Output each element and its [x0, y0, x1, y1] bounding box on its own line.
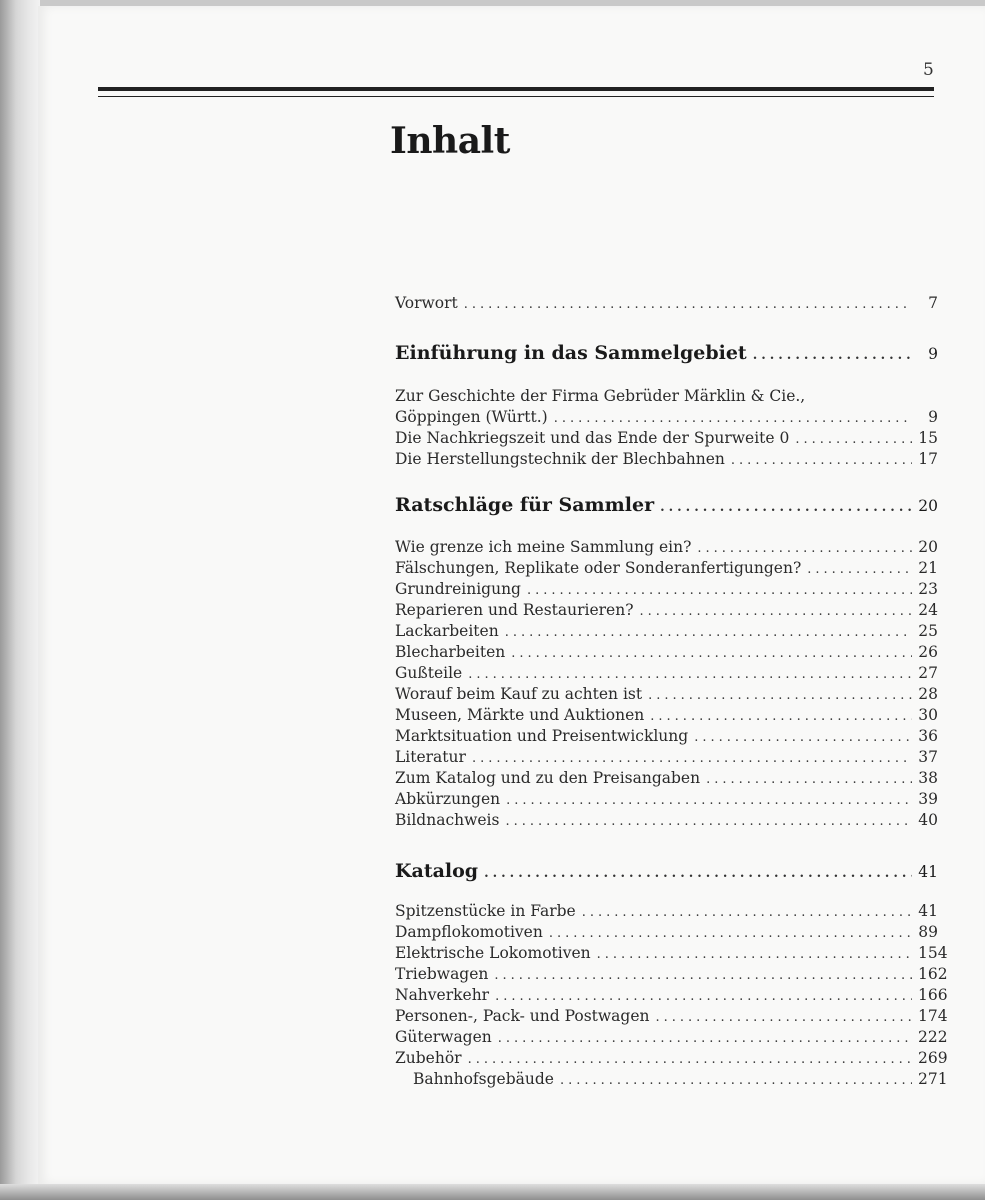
- toc-entry-label: Grundreinigung: [395, 580, 521, 598]
- toc-entry-label: Literatur: [395, 748, 466, 766]
- toc-entry-label: Zubehör: [395, 1049, 462, 1067]
- toc-entry-page: 23: [918, 580, 938, 598]
- toc-entry-page: 154: [918, 944, 948, 962]
- toc-entry[interactable]: [395, 984, 948, 1006]
- toc-entry-page: 162: [918, 965, 948, 983]
- toc-entry[interactable]: [395, 767, 938, 789]
- toc-section-katalog[interactable]: [395, 858, 938, 884]
- toc-entry-label: Die Nachkriegszeit und das Ende der Spurweite 0: [395, 429, 790, 447]
- toc-entry[interactable]: [395, 900, 938, 922]
- toc-entry-page: 174: [918, 1007, 948, 1025]
- toc-entry-label: Marktsituation und Preisentwicklung: [395, 727, 689, 745]
- page-number: 5: [923, 60, 934, 80]
- toc-entry-label: Blecharbeiten: [395, 643, 506, 661]
- toc-entry[interactable]: [395, 683, 938, 705]
- toc-entry-page: 9: [928, 408, 938, 426]
- toc-entry-label: Bildnachweis: [395, 811, 500, 829]
- toc-entry[interactable]: [395, 809, 938, 831]
- toc-entry-page: 17: [918, 450, 938, 468]
- toc-section-label: Ratschläge für Sammler: [395, 494, 655, 516]
- toc-entry-label: Die Herstellungstechnik der Blechbahnen: [395, 450, 725, 468]
- toc-entry-label: Spitzenstücke in Farbe: [395, 902, 576, 920]
- toc-entry[interactable]: [395, 921, 938, 943]
- toc-entry-herstellungstechnik[interactable]: [395, 448, 938, 470]
- dot-leader: [484, 861, 912, 887]
- toc-entry-label: Reparieren und Restaurieren?: [395, 601, 634, 619]
- toc-entry-page: 25: [918, 622, 938, 640]
- dot-leader: [560, 1070, 912, 1092]
- toc-entry-label: Wie grenze ich meine Sammlung ein?: [395, 538, 692, 556]
- toc-entry-label: Worauf beim Kauf zu achten ist: [395, 685, 643, 703]
- toc-entry[interactable]: [395, 599, 938, 621]
- toc-entry-label: Museen, Märkte und Auktionen: [395, 706, 645, 724]
- toc-entry[interactable]: [395, 578, 938, 600]
- toc-entry-label: Lackarbeiten: [395, 622, 499, 640]
- toc-entry-label: Zum Katalog und zu den Preisangaben: [395, 769, 701, 787]
- toc-entry-geschichte-line2[interactable]: [395, 406, 938, 428]
- toc-entry-page: 30: [918, 706, 938, 724]
- dot-leader: [464, 294, 912, 316]
- toc-entry[interactable]: [395, 641, 938, 663]
- toc-entry-page: 166: [918, 986, 948, 1004]
- toc-entry[interactable]: [395, 536, 938, 558]
- toc-entry-label: Bahnhofsgebäude: [413, 1070, 554, 1088]
- toc-entry-geschichte-line1[interactable]: [395, 385, 938, 407]
- toc-entry[interactable]: [395, 704, 938, 726]
- toc-entry-label: Personen-, Pack- und Postwagen: [395, 1007, 650, 1025]
- toc-section-page: 41: [918, 863, 938, 881]
- toc-entry-label: Dampflokomotiven: [395, 923, 543, 941]
- toc-entry[interactable]: [395, 1047, 948, 1069]
- toc-entry-page: 271: [918, 1070, 948, 1088]
- toc-entry-label: Göppingen (Württ.): [395, 408, 548, 426]
- toc-section-label: Einführung in das Sammelgebiet: [395, 342, 747, 364]
- toc-entry-page: 28: [918, 685, 938, 703]
- dot-leader: [753, 343, 912, 369]
- toc-entry-page: 27: [918, 664, 938, 682]
- toc-entry[interactable]: [395, 725, 938, 747]
- toc-entry-label: Fälschungen, Replikate oder Sonderanfertigungen?: [395, 559, 802, 577]
- toc-entry[interactable]: [395, 746, 938, 768]
- dot-leader: [505, 811, 912, 833]
- toc-entry-label: Triebwagen: [395, 965, 489, 983]
- toc-subentry[interactable]: [413, 1068, 948, 1090]
- toc-entry[interactable]: [395, 963, 948, 985]
- toc-entry[interactable]: [395, 788, 938, 810]
- toc-entry[interactable]: [395, 1026, 948, 1048]
- toc-entry-label: Abkürzungen: [395, 790, 501, 808]
- toc-entry-label: Nahverkehr: [395, 986, 490, 1004]
- page-title: Inhalt: [390, 120, 510, 162]
- toc-entry[interactable]: [395, 662, 938, 684]
- toc-section-einfuehrung[interactable]: [395, 340, 938, 366]
- toc-entry-vorwort[interactable]: [395, 292, 938, 314]
- toc-entry-page: 7: [928, 294, 938, 312]
- toc-entry-page: 38: [918, 769, 938, 787]
- toc-entry[interactable]: [395, 1005, 948, 1027]
- toc-entry-page: 26: [918, 643, 938, 661]
- toc-entry-label: Elektrische Lokomotiven: [395, 944, 591, 962]
- toc-entry-label: Vorwort: [395, 294, 458, 312]
- toc-section-ratschlaege[interactable]: [395, 492, 938, 518]
- toc-section-page: 20: [918, 497, 938, 515]
- dot-leader: [731, 450, 912, 472]
- toc-entry-label: Güterwagen: [395, 1028, 492, 1046]
- toc-entry[interactable]: [395, 942, 948, 964]
- toc-entry-page: 41: [918, 902, 938, 920]
- toc-entry-page: 269: [918, 1049, 948, 1067]
- toc-entry-label: Gußteile: [395, 664, 463, 682]
- toc-entry-page: 24: [918, 601, 938, 619]
- toc-entry-label: Zur Geschichte der Firma Gebrüder Märklin & Cie.,: [395, 387, 806, 405]
- toc-entry-page: 15: [918, 429, 938, 447]
- toc-entry-page: 39: [918, 790, 938, 808]
- toc-section-label: Katalog: [395, 860, 479, 882]
- dot-leader: [660, 495, 912, 521]
- toc-entry-page: 20: [918, 538, 938, 556]
- toc-section-page: 9: [928, 345, 938, 363]
- toc-entry-page: 21: [918, 559, 938, 577]
- toc-entry-page: 36: [918, 727, 938, 745]
- toc-entry-nachkriegszeit[interactable]: [395, 427, 938, 449]
- toc-entry[interactable]: [395, 620, 938, 642]
- toc-entry[interactable]: [395, 557, 938, 579]
- toc-entry-page: 89: [918, 923, 938, 941]
- toc-entry-page: 37: [918, 748, 938, 766]
- toc-entry-page: 40: [918, 811, 938, 829]
- toc-entry-page: 222: [918, 1028, 948, 1046]
